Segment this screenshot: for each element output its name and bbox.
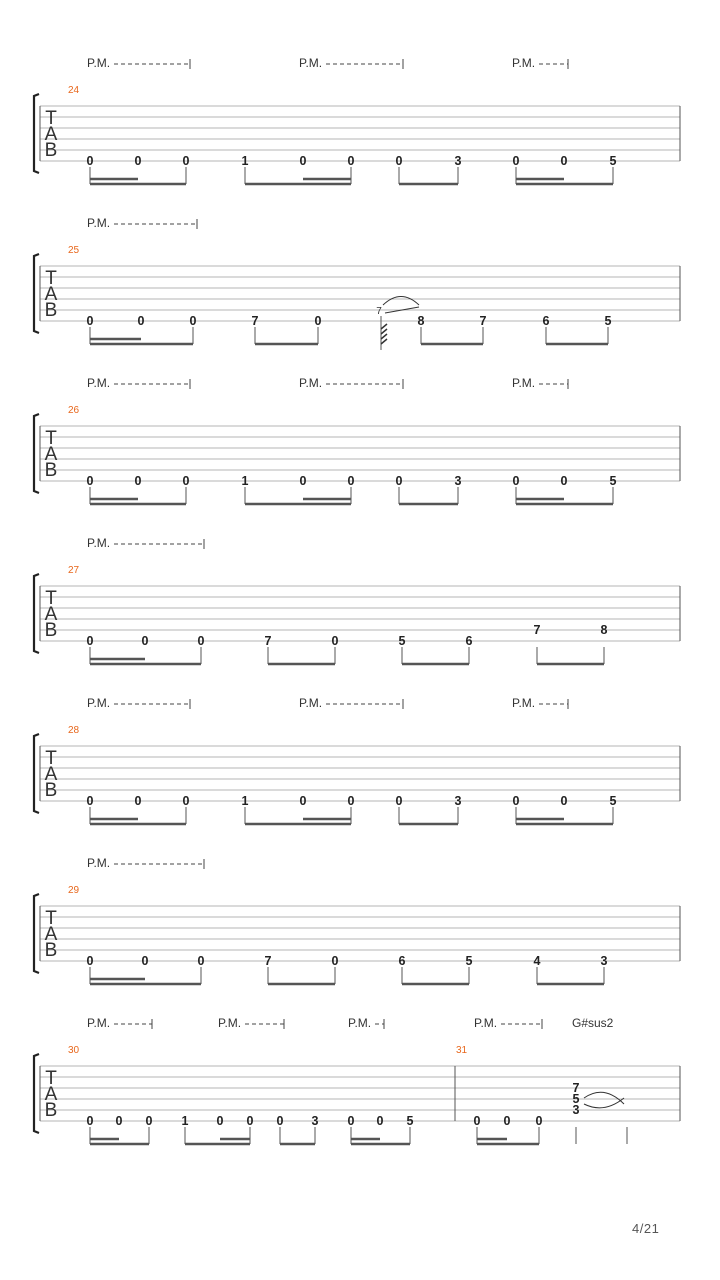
system-bracket: [34, 254, 39, 333]
fret-number: 5: [609, 154, 617, 168]
fret-number: 0: [137, 314, 145, 328]
tab-clef-letter: B: [44, 300, 58, 321]
tab-clef-letter: B: [44, 460, 58, 481]
fret-number: 0: [347, 474, 355, 488]
fret-number: 5: [465, 954, 473, 968]
fret-number: 5: [604, 314, 612, 328]
fret-number: 3: [600, 954, 608, 968]
tab-clef-letter: A: [44, 444, 58, 465]
grace-flag: [381, 334, 387, 339]
palm-mute-label: P.M.: [218, 1016, 242, 1030]
tab-clef-letter: A: [44, 924, 58, 945]
fret-number: 1: [241, 474, 249, 488]
fret-number: 6: [398, 954, 406, 968]
tab-clef-letter: A: [44, 764, 58, 785]
fret-number: 0: [182, 154, 190, 168]
grace-flag: [381, 329, 387, 334]
fret-number: 0: [189, 314, 197, 328]
page-number: 4/21: [632, 1221, 660, 1236]
fret-number: 0: [512, 474, 520, 488]
fret-number: 0: [182, 474, 190, 488]
palm-mute-label: P.M.: [87, 1016, 111, 1030]
measure-number: 29: [68, 885, 80, 896]
tab-clef-letter: A: [44, 1084, 58, 1105]
palm-mute-label: P.M.: [474, 1016, 498, 1030]
fret-number: 0: [86, 634, 94, 648]
fret-number: 0: [395, 154, 403, 168]
fret-number: 0: [134, 474, 142, 488]
chord-fret-number: 3: [572, 1103, 580, 1117]
tab-clef-letter: B: [44, 620, 58, 641]
fret-number: 5: [406, 1114, 414, 1128]
tab-clef-letter: B: [44, 940, 58, 961]
fret-number: 0: [395, 474, 403, 488]
fret-number: 0: [314, 314, 322, 328]
fret-number: 0: [141, 634, 149, 648]
fret-number: 7: [264, 954, 272, 968]
system-bracket: [34, 894, 39, 973]
fret-number: 3: [454, 794, 462, 808]
tab-system: [34, 856, 680, 984]
palm-mute-label: P.M.: [87, 536, 111, 550]
system-bracket: [34, 734, 39, 813]
measure-number: 25: [68, 245, 80, 256]
tab-system: [34, 56, 680, 184]
fret-number: 0: [299, 474, 307, 488]
palm-mute-label: P.M.: [348, 1016, 372, 1030]
fret-number: 0: [299, 794, 307, 808]
fret-number: 3: [311, 1114, 319, 1128]
palm-mute-label: P.M.: [299, 696, 323, 710]
fret-number: 0: [182, 794, 190, 808]
tab-clef-letter: T: [45, 748, 57, 769]
fret-number: 8: [417, 314, 425, 328]
chord-name: G#sus2: [572, 1016, 614, 1030]
fret-number: 3: [454, 474, 462, 488]
fret-number: 0: [560, 474, 568, 488]
palm-mute-label: P.M.: [299, 376, 323, 390]
fret-number: 0: [347, 794, 355, 808]
fret-number: 0: [86, 314, 94, 328]
tab-clef-letter: T: [45, 908, 57, 929]
palm-mute-label: P.M.: [87, 56, 111, 70]
measure-number: 30: [68, 1045, 80, 1056]
palm-mute-label: P.M.: [87, 376, 111, 390]
fret-number: 5: [609, 474, 617, 488]
fret-number: 0: [197, 634, 205, 648]
fret-number: 0: [560, 154, 568, 168]
fret-number: 0: [216, 1114, 224, 1128]
tab-system: [34, 696, 680, 824]
fret-number: 0: [503, 1114, 511, 1128]
fret-number: 0: [512, 154, 520, 168]
palm-mute-label: P.M.: [512, 696, 536, 710]
tab-clef-letter: A: [44, 124, 58, 145]
grace-fret-number: 7: [376, 306, 382, 317]
slur-tie: [383, 297, 419, 306]
system-bracket: [34, 1054, 39, 1133]
fret-number: 0: [512, 794, 520, 808]
tab-clef-letter: T: [45, 1068, 57, 1089]
fret-number: 6: [465, 634, 473, 648]
tab-clef-letter: A: [44, 284, 58, 305]
fret-number: 0: [86, 154, 94, 168]
fret-number: 1: [241, 794, 249, 808]
tab-clef-letter: B: [44, 780, 58, 801]
palm-mute-label: P.M.: [87, 216, 111, 230]
tab-system: [34, 376, 680, 504]
measure-number: 28: [68, 725, 80, 736]
fret-number: 0: [86, 954, 94, 968]
fret-number: 0: [535, 1114, 543, 1128]
tab-clef-letter: T: [45, 428, 57, 449]
fret-number: 7: [251, 314, 259, 328]
tab-clef-letter: A: [44, 604, 58, 625]
tab-clef-letter: T: [45, 268, 57, 289]
chord-fret-number: 7: [572, 1081, 580, 1095]
fret-number: 0: [299, 154, 307, 168]
tab-clef-letter: B: [44, 140, 58, 161]
fret-number: 6: [542, 314, 550, 328]
palm-mute-label: P.M.: [87, 856, 111, 870]
fret-number: 0: [86, 474, 94, 488]
tab-clef-letter: T: [45, 588, 57, 609]
fret-number: 0: [86, 1114, 94, 1128]
fret-number: 1: [181, 1114, 189, 1128]
fret-number: 3: [454, 154, 462, 168]
fret-number: 0: [376, 1114, 384, 1128]
fret-number: 4: [533, 954, 541, 968]
system-bracket: [34, 94, 39, 173]
tab-clef-letter: B: [44, 1100, 58, 1121]
system-bracket: [34, 414, 39, 493]
grace-flag: [381, 324, 387, 329]
fret-number: 1: [241, 154, 249, 168]
fret-number: 0: [331, 634, 339, 648]
measure-number: 27: [68, 565, 80, 576]
measure-number: 24: [68, 85, 80, 96]
fret-number: 5: [398, 634, 406, 648]
fret-number: 0: [134, 154, 142, 168]
tab-system: [34, 216, 680, 350]
tab-clef-letter: T: [45, 108, 57, 129]
fret-number: 0: [347, 154, 355, 168]
fret-number: 0: [246, 1114, 254, 1128]
fret-number: 0: [86, 794, 94, 808]
chord-fret-number: 5: [572, 1092, 580, 1106]
fret-number: 0: [331, 954, 339, 968]
palm-mute-label: P.M.: [87, 696, 111, 710]
fret-number: 0: [141, 954, 149, 968]
palm-mute-label: P.M.: [512, 376, 536, 390]
system-bracket: [34, 574, 39, 653]
fret-number: 0: [395, 794, 403, 808]
fret-number: 7: [479, 314, 487, 328]
fret-number: 0: [115, 1114, 123, 1128]
fret-number: 5: [609, 794, 617, 808]
fret-number: 0: [197, 954, 205, 968]
fret-number: 0: [473, 1114, 481, 1128]
fret-number: 7: [533, 623, 541, 637]
fret-number: 0: [560, 794, 568, 808]
fret-number: 0: [347, 1114, 355, 1128]
fret-number: 0: [145, 1114, 153, 1128]
fret-number: 0: [134, 794, 142, 808]
tab-system: [34, 1016, 680, 1144]
tab-system: [34, 536, 680, 664]
palm-mute-label: P.M.: [512, 56, 536, 70]
grace-flag: [381, 339, 387, 344]
palm-mute-label: P.M.: [299, 56, 323, 70]
fret-number: 0: [276, 1114, 284, 1128]
measure-number: 31: [456, 1045, 468, 1056]
measure-number: 26: [68, 405, 80, 416]
fret-number: 7: [264, 634, 272, 648]
fret-number: 8: [600, 623, 608, 637]
